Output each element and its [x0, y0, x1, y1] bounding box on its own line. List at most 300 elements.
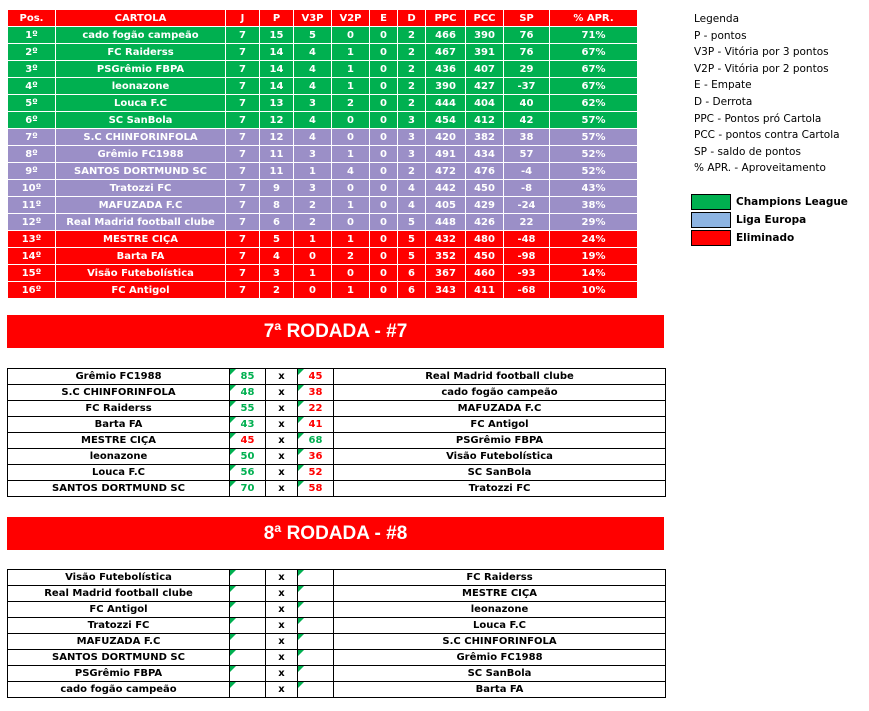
cell-comment-marker	[230, 618, 236, 624]
standings-cell: 38	[504, 129, 550, 146]
standings-cell: 15	[260, 27, 294, 44]
standings-cell: -4	[504, 163, 550, 180]
standings-cell: PSGrêmio FBPA	[56, 61, 226, 78]
standings-row	[8, 248, 638, 265]
standings-table	[7, 9, 638, 299]
legend-zone	[691, 229, 853, 247]
standings-cell: 10%	[550, 282, 638, 299]
match-home-score	[230, 570, 266, 586]
standings-cell: 42	[504, 112, 550, 129]
standings-cell: 67%	[550, 61, 638, 78]
standings-header-cell: J	[226, 10, 260, 27]
legend-zone	[691, 193, 853, 211]
standings-cell: 4	[398, 180, 426, 197]
standings-cell: 1	[294, 265, 332, 282]
standings-cell: 3	[294, 95, 332, 112]
match-row	[8, 634, 666, 650]
standings-cell: 432	[426, 231, 466, 248]
standings-cell: S.C CHINFORINFOLA	[56, 129, 226, 146]
standings-cell: 391	[466, 44, 504, 61]
cell-comment-marker	[230, 385, 236, 391]
standings-cell: 5	[260, 231, 294, 248]
standings-cell: 420	[426, 129, 466, 146]
standings-cell: MESTRE CIÇA	[56, 231, 226, 248]
standings-row	[8, 231, 638, 248]
standings-cell: 7	[226, 197, 260, 214]
match-separator: x	[266, 618, 298, 634]
cell-comment-marker	[298, 650, 304, 656]
match-away-team: MAFUZADA F.C	[334, 401, 666, 417]
match-row	[8, 650, 666, 666]
standings-cell: 57%	[550, 129, 638, 146]
legend-item: D - Derrota	[694, 95, 753, 108]
standings-cell: 52%	[550, 163, 638, 180]
match-away-score	[298, 650, 334, 666]
standings-cell: -48	[504, 231, 550, 248]
match-home-score: 55	[230, 401, 266, 417]
standings-cell: 0	[332, 27, 370, 44]
standings-cell: 466	[426, 27, 466, 44]
match-separator: x	[266, 586, 298, 602]
match-row	[8, 385, 666, 401]
standings-cell: 2	[294, 214, 332, 231]
standings-header-cell: PPC	[426, 10, 466, 27]
standings-cell: 0	[370, 78, 398, 95]
match-home-score	[230, 634, 266, 650]
standings-cell: 450	[466, 248, 504, 265]
standings-cell: 19%	[550, 248, 638, 265]
standings-cell: 343	[426, 282, 466, 299]
standings-cell: 14º	[8, 248, 56, 265]
standings-cell: -8	[504, 180, 550, 197]
match-away-score: 68	[298, 433, 334, 449]
standings-cell: 1	[332, 231, 370, 248]
match-row	[8, 682, 666, 698]
match-row	[8, 449, 666, 465]
standings-cell: 0	[370, 27, 398, 44]
standings-cell: 2	[398, 78, 426, 95]
match-row	[8, 618, 666, 634]
match-separator: x	[266, 465, 298, 481]
match-separator: x	[266, 481, 298, 497]
match-separator: x	[266, 417, 298, 433]
standings-cell: 8º	[8, 146, 56, 163]
match-home-team: Louca F.C	[8, 465, 230, 481]
legend-swatch	[691, 230, 731, 246]
legend-swatch	[691, 194, 731, 210]
standings-cell: 460	[466, 265, 504, 282]
standings-cell: 442	[426, 180, 466, 197]
match-home-team: PSGrêmio FBPA	[8, 666, 230, 682]
standings-cell: 0	[370, 61, 398, 78]
standings-cell: 0	[370, 197, 398, 214]
standings-cell: 11	[260, 146, 294, 163]
standings-cell: 390	[426, 78, 466, 95]
standings-cell: 491	[426, 146, 466, 163]
round7-matches-table	[7, 368, 666, 497]
match-away-team: MESTRE CIÇA	[334, 586, 666, 602]
match-away-team: leonazone	[334, 602, 666, 618]
standings-cell: 2	[332, 248, 370, 265]
match-home-score	[230, 682, 266, 698]
standings-cell: 7	[226, 214, 260, 231]
match-home-score	[230, 666, 266, 682]
standings-cell: 7	[226, 265, 260, 282]
standings-cell: 1	[332, 146, 370, 163]
standings-cell: 7	[226, 282, 260, 299]
standings-cell: 22	[504, 214, 550, 231]
standings-cell: 7	[226, 231, 260, 248]
standings-cell: SC SanBola	[56, 112, 226, 129]
standings-header-cell: V3P	[294, 10, 332, 27]
cell-comment-marker	[230, 570, 236, 576]
standings-cell: 3	[398, 146, 426, 163]
match-home-score: 85	[230, 369, 266, 385]
cell-comment-marker	[298, 465, 304, 471]
match-separator: x	[266, 369, 298, 385]
match-away-score	[298, 634, 334, 650]
cell-comment-marker	[230, 401, 236, 407]
standings-cell: MAFUZADA F.C	[56, 197, 226, 214]
standings-row	[8, 78, 638, 95]
legend-item: P - pontos	[694, 29, 747, 42]
legend-zone-label: Eliminado	[736, 232, 795, 244]
standings-cell: 7	[226, 44, 260, 61]
standings-cell: 76	[504, 44, 550, 61]
standings-header-row	[8, 10, 638, 27]
match-away-team: Visão Futebolística	[334, 449, 666, 465]
standings-cell: 1º	[8, 27, 56, 44]
standings-cell: 6	[398, 265, 426, 282]
match-away-score: 36	[298, 449, 334, 465]
legend-zone	[691, 211, 853, 229]
match-away-team: Barta FA	[334, 682, 666, 698]
cell-comment-marker	[298, 449, 304, 455]
standings-header-cell: SP	[504, 10, 550, 27]
match-row	[8, 465, 666, 481]
standings-cell: 434	[466, 146, 504, 163]
standings-cell: 0	[332, 112, 370, 129]
standings-cell: 4	[294, 61, 332, 78]
standings-cell: 0	[332, 265, 370, 282]
standings-cell: FC Antigol	[56, 282, 226, 299]
match-home-team: MAFUZADA F.C	[8, 634, 230, 650]
standings-cell: 7	[226, 129, 260, 146]
standings-cell: 1	[294, 163, 332, 180]
match-away-team: Grêmio FC1988	[334, 650, 666, 666]
cell-comment-marker	[298, 570, 304, 576]
standings-cell: 476	[466, 163, 504, 180]
standings-cell: Real Madrid football clube	[56, 214, 226, 231]
standings-cell: 0	[370, 282, 398, 299]
match-separator: x	[266, 602, 298, 618]
match-away-team: SC SanBola	[334, 666, 666, 682]
standings-cell: Grêmio FC1988	[56, 146, 226, 163]
match-home-team: FC Raiderss	[8, 401, 230, 417]
standings-cell: 444	[426, 95, 466, 112]
cell-comment-marker	[230, 650, 236, 656]
standings-cell: 4	[332, 163, 370, 180]
standings-cell: 0	[370, 248, 398, 265]
standings-cell: 71%	[550, 27, 638, 44]
cell-comment-marker	[298, 666, 304, 672]
standings-cell: 2	[294, 197, 332, 214]
match-away-score	[298, 586, 334, 602]
legend-item: E - Empate	[694, 79, 752, 92]
match-row	[8, 602, 666, 618]
standings-cell: 352	[426, 248, 466, 265]
match-home-team: Tratozzi FC	[8, 618, 230, 634]
match-away-score: 58	[298, 481, 334, 497]
standings-cell: 2	[332, 95, 370, 112]
legend-item: SP - saldo de pontos	[694, 145, 801, 158]
match-home-score	[230, 618, 266, 634]
match-separator: x	[266, 433, 298, 449]
standings-cell: 0	[370, 129, 398, 146]
standings-cell: 1	[332, 78, 370, 95]
standings-cell: 7	[226, 78, 260, 95]
standings-cell: 0	[332, 214, 370, 231]
match-home-team: Barta FA	[8, 417, 230, 433]
standings-cell: 5	[398, 231, 426, 248]
standings-cell: 3	[398, 112, 426, 129]
round8-matches-table	[7, 569, 666, 698]
match-home-score: 56	[230, 465, 266, 481]
standings-cell: 436	[426, 61, 466, 78]
match-away-team: SC SanBola	[334, 465, 666, 481]
match-away-score	[298, 570, 334, 586]
standings-cell: 12º	[8, 214, 56, 231]
standings-cell: 0	[370, 265, 398, 282]
standings-cell: 454	[426, 112, 466, 129]
standings-cell: 0	[370, 214, 398, 231]
standings-cell: 2	[398, 163, 426, 180]
cell-comment-marker	[298, 481, 304, 487]
standings-cell: 2	[398, 95, 426, 112]
standings-cell: 8	[260, 197, 294, 214]
standings-cell: 14%	[550, 265, 638, 282]
standings-cell: 29	[504, 61, 550, 78]
standings-cell: 7	[226, 112, 260, 129]
standings-cell: 5º	[8, 95, 56, 112]
standings-cell: 407	[466, 61, 504, 78]
standings-header-cell: CARTOLA	[56, 10, 226, 27]
standings-cell: 7	[226, 27, 260, 44]
legend-item: PCC - pontos contra Cartola	[694, 129, 840, 142]
match-row	[8, 570, 666, 586]
match-away-team: Real Madrid football clube	[334, 369, 666, 385]
standings-cell: 4	[294, 129, 332, 146]
standings-cell: 7	[226, 95, 260, 112]
legend-title: Legenda	[694, 13, 740, 25]
cell-comment-marker	[230, 602, 236, 608]
standings-cell: 2	[398, 44, 426, 61]
standings-cell: leonazone	[56, 78, 226, 95]
match-home-team: Visão Futebolística	[8, 570, 230, 586]
standings-header-cell: D	[398, 10, 426, 27]
standings-row	[8, 27, 638, 44]
cell-comment-marker	[298, 433, 304, 439]
standings-cell: 0	[294, 248, 332, 265]
standings-cell: -37	[504, 78, 550, 95]
standings-cell: SANTOS DORTMUND SC	[56, 163, 226, 180]
legend-item: V3P - Vitória por 3 pontos	[694, 46, 829, 59]
standings-cell: 404	[466, 95, 504, 112]
standings-cell: 390	[466, 27, 504, 44]
standings-row	[8, 129, 638, 146]
standings-row	[8, 112, 638, 129]
standings-cell: 4	[294, 112, 332, 129]
legend-zones	[691, 193, 853, 247]
standings-cell: 411	[466, 282, 504, 299]
standings-cell: 12	[260, 129, 294, 146]
standings-cell: 13º	[8, 231, 56, 248]
cell-comment-marker	[298, 586, 304, 592]
standings-cell: 9	[260, 180, 294, 197]
match-home-score	[230, 586, 266, 602]
cell-comment-marker	[230, 666, 236, 672]
match-row	[8, 586, 666, 602]
legend-item: V2P - Vitória por 2 pontos	[694, 62, 829, 75]
standings-row	[8, 214, 638, 231]
standings-cell: 0	[370, 44, 398, 61]
standings-cell: 40	[504, 95, 550, 112]
standings-cell: 57%	[550, 112, 638, 129]
match-home-team: SANTOS DORTMUND SC	[8, 481, 230, 497]
match-separator: x	[266, 650, 298, 666]
standings-cell: 12	[260, 112, 294, 129]
match-home-score: 43	[230, 417, 266, 433]
standings-cell: 3	[294, 146, 332, 163]
standings-header-cell: % APR.	[550, 10, 638, 27]
match-home-team: Grêmio FC1988	[8, 369, 230, 385]
legend	[694, 11, 840, 177]
standings-row	[8, 61, 638, 78]
standings-cell: 426	[466, 214, 504, 231]
cell-comment-marker	[298, 417, 304, 423]
standings-cell: 0	[370, 95, 398, 112]
match-home-score	[230, 602, 266, 618]
match-away-score	[298, 682, 334, 698]
standings-cell: 6	[260, 214, 294, 231]
standings-cell: 0	[370, 180, 398, 197]
match-home-score: 45	[230, 433, 266, 449]
standings-cell: 7º	[8, 129, 56, 146]
standings-cell: 450	[466, 180, 504, 197]
match-away-score: 22	[298, 401, 334, 417]
match-away-score: 45	[298, 369, 334, 385]
standings-cell: 0	[294, 282, 332, 299]
standings-cell: 2	[260, 282, 294, 299]
match-home-team: SANTOS DORTMUND SC	[8, 650, 230, 666]
legend-item: % APR. - Aproveitamento	[694, 162, 826, 175]
standings-cell: 67%	[550, 44, 638, 61]
standings-cell: 1	[332, 44, 370, 61]
standings-header-cell: Pos.	[8, 10, 56, 27]
match-home-score: 48	[230, 385, 266, 401]
standings-cell: 14	[260, 78, 294, 95]
match-row	[8, 433, 666, 449]
cell-comment-marker	[230, 449, 236, 455]
standings-cell: 16º	[8, 282, 56, 299]
standings-row	[8, 95, 638, 112]
match-home-team: leonazone	[8, 449, 230, 465]
standings-cell: 1	[332, 282, 370, 299]
standings-cell: 3º	[8, 61, 56, 78]
standings-cell: 4	[260, 248, 294, 265]
standings-row	[8, 265, 638, 282]
standings-cell: 2º	[8, 44, 56, 61]
standings-cell: 7	[226, 248, 260, 265]
cell-comment-marker	[298, 401, 304, 407]
standings-cell: 412	[466, 112, 504, 129]
standings-cell: 7	[226, 146, 260, 163]
match-away-team: FC Raiderss	[334, 570, 666, 586]
match-row	[8, 666, 666, 682]
standings-cell: 9º	[8, 163, 56, 180]
standings-cell: Visão Futebolística	[56, 265, 226, 282]
standings-cell: 429	[466, 197, 504, 214]
standings-cell: 2	[398, 61, 426, 78]
cell-comment-marker	[230, 465, 236, 471]
standings-cell: 43%	[550, 180, 638, 197]
standings-cell: FC Raiderss	[56, 44, 226, 61]
standings-cell: -24	[504, 197, 550, 214]
standings-cell: 14	[260, 44, 294, 61]
standings-cell: 11	[260, 163, 294, 180]
standings-cell: 382	[466, 129, 504, 146]
standings-cell: 0	[370, 112, 398, 129]
match-away-score: 38	[298, 385, 334, 401]
standings-cell: 427	[466, 78, 504, 95]
round8-banner: 8ª RODADA - #8	[7, 517, 664, 550]
standings-cell: -98	[504, 248, 550, 265]
standings-cell: 3	[398, 129, 426, 146]
cell-comment-marker	[230, 417, 236, 423]
match-separator: x	[266, 634, 298, 650]
match-separator: x	[266, 570, 298, 586]
standings-cell: 1	[332, 61, 370, 78]
match-row	[8, 369, 666, 385]
standings-cell: 24%	[550, 231, 638, 248]
standings-cell: 6	[398, 282, 426, 299]
standings-header-cell: P	[260, 10, 294, 27]
legend-item: PPC - Pontos pró Cartola	[694, 112, 822, 125]
match-separator: x	[266, 682, 298, 698]
match-away-score: 41	[298, 417, 334, 433]
match-home-team: cado fogão campeão	[8, 682, 230, 698]
standings-cell: 0	[370, 146, 398, 163]
match-row	[8, 481, 666, 497]
match-away-team: FC Antigol	[334, 417, 666, 433]
standings-cell: 5	[398, 214, 426, 231]
cell-comment-marker	[230, 433, 236, 439]
standings-cell: 38%	[550, 197, 638, 214]
cell-comment-marker	[298, 602, 304, 608]
standings-cell: 3	[294, 180, 332, 197]
standings-cell: 5	[398, 248, 426, 265]
match-away-team: Tratozzi FC	[334, 481, 666, 497]
match-home-score: 50	[230, 449, 266, 465]
standings-cell: 4	[398, 197, 426, 214]
standings-cell: 448	[426, 214, 466, 231]
standings-cell: 0	[370, 231, 398, 248]
standings-cell: 10º	[8, 180, 56, 197]
standings-cell: 480	[466, 231, 504, 248]
standings-cell: 0	[332, 129, 370, 146]
standings-cell: 5	[294, 27, 332, 44]
standings-cell: 367	[426, 265, 466, 282]
